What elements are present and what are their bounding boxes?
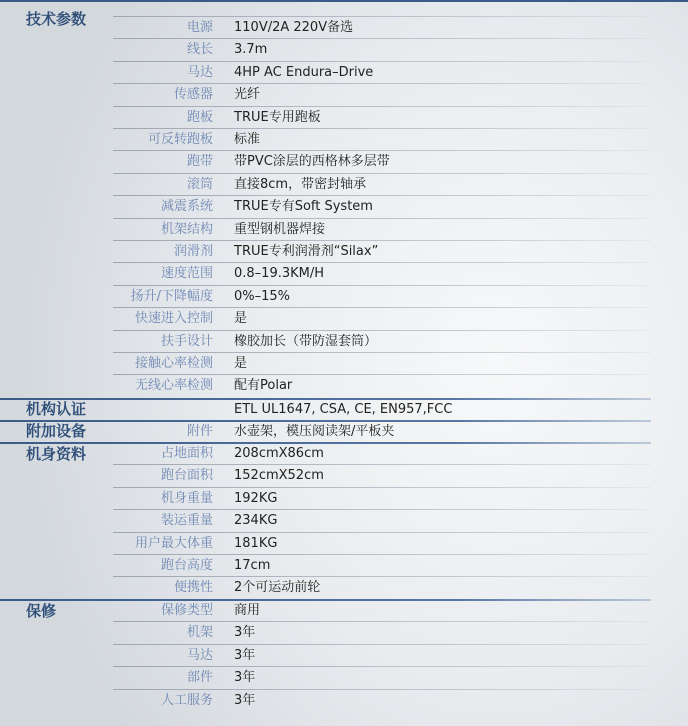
specs-row bbox=[0, 241, 688, 263]
row-label: 机架 bbox=[186, 625, 213, 640]
row-value: 181KG bbox=[234, 536, 278, 551]
row-value: 是 bbox=[234, 356, 248, 371]
row-value: 配有Polar bbox=[234, 378, 293, 393]
specs-row bbox=[0, 331, 688, 353]
specs-row bbox=[0, 308, 688, 330]
body-row bbox=[0, 577, 688, 599]
row-value: 光纤 bbox=[234, 87, 261, 102]
specs-row bbox=[0, 84, 688, 106]
row-value: 208cmX86cm bbox=[234, 446, 324, 461]
body-row bbox=[0, 465, 688, 487]
row-label: 马达 bbox=[186, 65, 213, 80]
row-value: 重型钢机器焊接 bbox=[234, 222, 326, 237]
row-label: 跑台面积 bbox=[160, 468, 213, 483]
specs-row bbox=[0, 196, 688, 218]
body-row bbox=[0, 510, 688, 532]
body-row bbox=[0, 488, 688, 510]
row-label: 减震系统 bbox=[160, 199, 213, 214]
row-label: 无线心率检测 bbox=[134, 378, 213, 393]
row-label: 马达 bbox=[186, 648, 213, 663]
row-label: 部件 bbox=[186, 670, 213, 685]
row-value: 234KG bbox=[234, 513, 278, 528]
row-value: 3年 bbox=[234, 693, 256, 708]
certification-row bbox=[0, 399, 688, 421]
specs-row bbox=[0, 219, 688, 241]
row-value: 带PVC涂层的西格林多层带 bbox=[234, 154, 390, 169]
row-label: 快速进入控制 bbox=[134, 311, 213, 326]
row-value: 152cmX52cm bbox=[234, 468, 324, 483]
row-value: 110V/2A 220V备选 bbox=[234, 20, 354, 35]
row-label: 跑台高度 bbox=[160, 558, 213, 573]
row-label: 人工服务 bbox=[160, 693, 213, 708]
top-rule bbox=[0, 0, 688, 2]
row-label: 速度范围 bbox=[160, 266, 213, 281]
row-value: 2个可运动前轮 bbox=[234, 580, 321, 595]
row-label: 跑带 bbox=[186, 154, 213, 169]
row-label: 润滑剂 bbox=[173, 244, 213, 259]
row-value: 是 bbox=[234, 311, 248, 326]
row-label: 可反转跑板 bbox=[147, 132, 213, 147]
row-value: 192KG bbox=[234, 491, 278, 506]
row-value: TRUE专用跑板 bbox=[234, 110, 321, 125]
row-label: 跑板 bbox=[186, 110, 213, 125]
row-label: 附件 bbox=[186, 424, 213, 439]
row-label: 保修类型 bbox=[160, 603, 213, 618]
row-value: 0%–15% bbox=[234, 289, 291, 304]
row-value: 3年 bbox=[234, 648, 256, 663]
row-value: 标准 bbox=[234, 132, 261, 147]
row-label: 扬升/下降幅度 bbox=[130, 289, 213, 304]
row-value: 0.8–19.3KM/H bbox=[234, 266, 325, 281]
warranty-row bbox=[0, 622, 688, 644]
row-label: 装运重量 bbox=[160, 513, 213, 528]
row-label: 占地面积 bbox=[160, 446, 213, 461]
row-value: TRUE专有Soft System bbox=[234, 199, 373, 214]
row-value: 4HP AC Endura–Drive bbox=[234, 65, 374, 80]
warranty-row bbox=[0, 690, 688, 712]
row-value: 3.7m bbox=[234, 42, 268, 57]
row-value: 直接8cm，带密封轴承 bbox=[234, 177, 367, 192]
warranty-row bbox=[0, 600, 688, 622]
row-label: 传感器 bbox=[173, 87, 213, 102]
section-title-specs: 技术参数 bbox=[26, 10, 87, 28]
row-value: 3年 bbox=[234, 670, 256, 685]
row-value: 3年 bbox=[234, 625, 256, 640]
specs-row bbox=[0, 174, 688, 196]
warranty-row bbox=[0, 645, 688, 667]
section-title-body: 机身资料 bbox=[26, 445, 87, 463]
section-title-warranty: 保修 bbox=[26, 602, 57, 620]
row-label: 便携性 bbox=[173, 580, 213, 595]
specs-row bbox=[0, 39, 688, 61]
row-value: 17cm bbox=[234, 558, 271, 573]
row-value: 水壶架，模压阅读架/平板夹 bbox=[234, 424, 395, 439]
row-label: 滚筒 bbox=[186, 177, 213, 192]
row-label: 接触心率检测 bbox=[134, 356, 213, 371]
accessories-row bbox=[0, 421, 688, 443]
specs-row bbox=[0, 17, 688, 39]
row-value: 橡胶加长（带防湿套筒） bbox=[234, 334, 378, 349]
specs-row bbox=[0, 263, 688, 285]
body-row bbox=[0, 555, 688, 577]
row-value: 商用 bbox=[234, 603, 261, 618]
specs-row bbox=[0, 286, 688, 308]
row-value: TRUE专利润滑剂“Silax” bbox=[234, 244, 379, 259]
body-row bbox=[0, 443, 688, 465]
specs-row bbox=[0, 151, 688, 173]
row-label: 用户最大体重 bbox=[134, 536, 213, 551]
row-label: 机架结构 bbox=[160, 222, 213, 237]
row-label: 扶手设计 bbox=[160, 334, 213, 349]
specs-row bbox=[0, 353, 688, 375]
specs-row bbox=[0, 375, 688, 397]
row-label: 电源 bbox=[186, 20, 213, 35]
body-row bbox=[0, 533, 688, 555]
warranty-row bbox=[0, 667, 688, 689]
row-label: 线长 bbox=[186, 42, 213, 57]
specs-row bbox=[0, 62, 688, 84]
specs-row bbox=[0, 129, 688, 151]
row-value: ETL UL1647, CSA, CE, EN957,FCC bbox=[234, 402, 453, 417]
section-title-certification: 机构认证 bbox=[26, 400, 87, 418]
section-title-accessories: 附加设备 bbox=[26, 422, 87, 440]
row-label: 机身重量 bbox=[160, 491, 213, 506]
specs-row bbox=[0, 107, 688, 129]
